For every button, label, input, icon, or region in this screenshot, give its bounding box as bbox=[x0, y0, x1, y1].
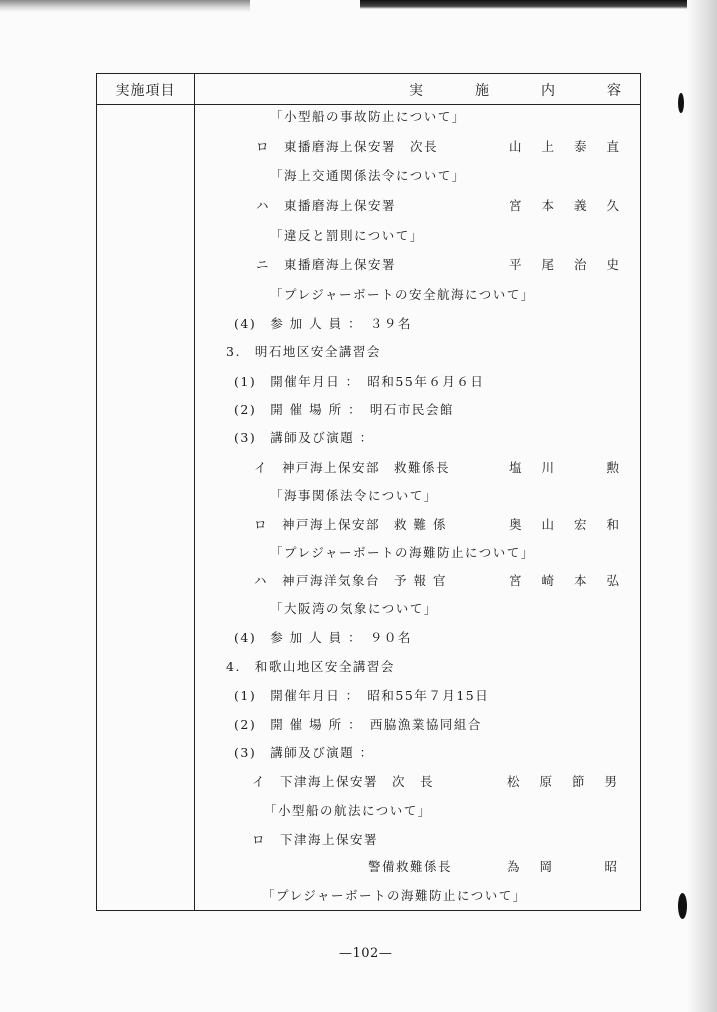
lecturer-line: イ 神戸海上保安部 救難係長 bbox=[254, 460, 451, 475]
lecturer-name: 宮崎本弘 bbox=[509, 573, 640, 588]
attendance-line: (4) 参 加 人 員 ： ９０名 bbox=[234, 630, 412, 645]
header-content: 実施内容 bbox=[409, 83, 673, 99]
lecturer-name: 奥山宏和 bbox=[509, 517, 640, 532]
lecturer-line: イ 下津海上保安署 次 長 bbox=[252, 774, 435, 789]
lecturer-name: 山上泰直 bbox=[509, 139, 640, 154]
scan-shadow-top-left bbox=[0, 0, 250, 12]
lecturer-line: ロ 神戸海上保安部 救 難 係 bbox=[254, 517, 447, 532]
lecturer-line: ロ 下津海上保安署 bbox=[252, 832, 379, 847]
lecturer-line: ロ 東播磨海上保安署 次長 bbox=[256, 139, 439, 154]
scan-shadow-top-right bbox=[360, 0, 717, 9]
date-line: (1) 開催年月日 ： 昭和55年７月15日 bbox=[234, 688, 490, 703]
date-line: (1) 開催年月日 ： 昭和55年６月６日 bbox=[234, 374, 485, 389]
lecturer-name: 塩川 勲 bbox=[509, 460, 640, 475]
page-number: —102— bbox=[339, 946, 393, 961]
talk-title: 「海上交通関係法令について」 bbox=[270, 168, 466, 183]
header-item: 実施項目 bbox=[115, 83, 176, 99]
lecturer-name: 為岡 昭 bbox=[507, 859, 638, 874]
lecturer-title: 警備救難係長 bbox=[368, 859, 453, 874]
talk-title: 「海事関係法令について」 bbox=[270, 488, 438, 503]
lecturer-name: 松原節男 bbox=[507, 774, 638, 789]
lecturers-heading: (3) 講師及び演題 ： bbox=[234, 430, 374, 445]
header-divider bbox=[97, 104, 640, 105]
talk-title: 「違反と罰則について」 bbox=[270, 228, 424, 243]
lecturers-heading: (3) 講師及び演題 ： bbox=[234, 745, 374, 760]
binding-hole-top bbox=[678, 93, 684, 113]
lecturer-line: ハ 東播磨海上保安署 bbox=[256, 198, 397, 213]
attendance-line: (4) 参 加 人 員 ： ３９名 bbox=[234, 316, 412, 331]
talk-title: 「大阪湾の気象について」 bbox=[270, 601, 438, 616]
lecturer-name: 平尾治史 bbox=[509, 257, 640, 272]
section-heading: 4. 和歌山地区安全講習会 bbox=[226, 659, 395, 674]
lecturer-line: ハ 神戸海洋気象台 予 報 官 bbox=[254, 573, 447, 588]
binding-hole-bottom bbox=[678, 893, 687, 919]
talk-title: 「プレジャーボートの海難防止について」 bbox=[262, 888, 527, 903]
column-divider bbox=[194, 74, 195, 910]
venue-line: (2) 開 催 場 所 ： 明石市民会館 bbox=[234, 402, 454, 417]
venue-line: (2) 開 催 場 所 ： 西脇漁業協同組合 bbox=[234, 717, 482, 732]
lecturer-line: ニ 東播磨海上保安署 bbox=[256, 257, 397, 272]
talk-title: 「プレジャーボートの海難防止について」 bbox=[270, 545, 535, 560]
scan-shadow-right-edge bbox=[687, 0, 717, 1012]
section-heading: 3. 明石地区安全講習会 bbox=[226, 344, 381, 359]
lecturer-name: 宮本義久 bbox=[509, 198, 640, 213]
talk-title: 「小型船の事故防止について」 bbox=[270, 109, 466, 124]
talk-title: 「小型船の航法について」 bbox=[264, 803, 432, 818]
talk-title: 「プレジャーボートの安全航海について」 bbox=[270, 287, 535, 302]
